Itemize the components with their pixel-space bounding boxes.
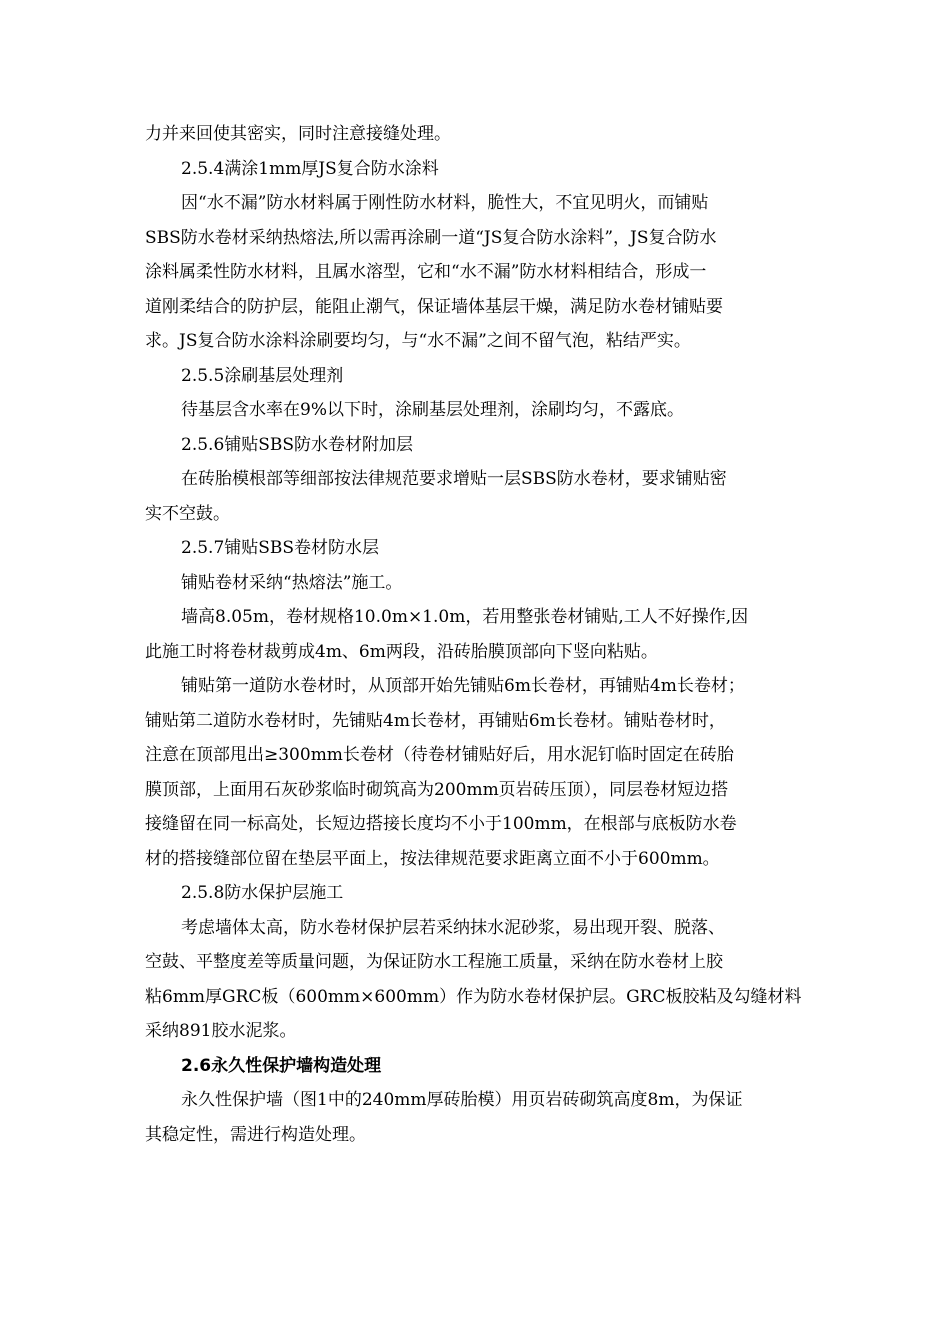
text-line: 注意在顶部甩出≥300mm长卷材（待卷材铺贴好后，用水泥钉临时固定在砖胎 — [145, 745, 734, 765]
text-line: 材的搭接缝部位留在垫层平面上，按法律规范要求距离立面不小于600mm。 — [145, 848, 720, 869]
text-line: 涂料属柔性防水材料，且属水溶型，它和“水不漏”防水材料相结合，形成一 — [145, 262, 707, 282]
text-line: 墙高8.05m，卷材规格10.0m×1.0m，若用整张卷材铺贴,工人不好操作,因 — [181, 607, 749, 627]
text-line: 采纳891胶水泥浆。 — [145, 1021, 297, 1041]
text-line: 2.5.8防水保护层施工 — [181, 883, 344, 903]
text-line: 其稳定性，需进行构造处理。 — [145, 1124, 366, 1145]
text-line: 空鼓、平整度差等质量问题，为保证防水工程施工质量，采纳在防水卷材上胶 — [145, 952, 723, 972]
text-line: 此施工时将卷材裁剪成4m、6m两段，沿砖胎膜顶部向下竖向粘贴。 — [145, 641, 658, 662]
text-line: 2.5.6铺贴SBS防水卷材附加层 — [181, 434, 414, 455]
text-line: SBS防水卷材采纳热熔法,所以需再涂刷一道“JS复合防水涂料”，JS复合防水 — [145, 227, 717, 248]
text-line: 待基层含水率在9%以下时，涂刷基层处理剂，涂刷均匀，不露底。 — [181, 400, 684, 420]
text-line: 铺贴卷材采纳“热熔法”施工。 — [181, 572, 403, 593]
text-line: 求。JS复合防水涂料涂刷要均匀，与“水不漏”之间不留气泡，粘结严实。 — [145, 331, 691, 351]
text-line: 在砖胎模根部等细部按法律规范要求增贴一层SBS防水卷材，要求铺贴密 — [181, 469, 727, 489]
text-line: 道刚柔结合的防护层，能阻止潮气，保证墙体基层干燥，满足防水卷材铺贴要 — [145, 296, 723, 317]
text-line: 铺贴第二道防水卷材时，先铺贴4m长卷材，再铺贴6m长卷材。铺贴卷材时， — [145, 710, 726, 731]
text-line: 因“水不漏”防水材料属于刚性防水材料，脆性大，不宜见明火，而铺贴 — [181, 193, 709, 213]
text-line: 永久性保护墙（图1中的240mm厚砖胎模）用页岩砖砌筑高度8m，为保证 — [181, 1090, 743, 1110]
text-line: 粘6mm厚GRC板（600mm×600mm）作为防水卷材保护层。GRC板胶粘及勾缝材料 — [145, 986, 802, 1007]
section-heading: 2.6永久性保护墙构造处理 — [181, 1055, 382, 1076]
text-line: 接缝留在同一标高处，长短边搭接长度均不小于100mm，在根部与底板防水卷 — [145, 814, 737, 834]
text-line: 膜顶部，上面用石灰砂浆临时砌筑高为200mm页岩砖压顶），同层卷材短边搭 — [145, 779, 729, 800]
text-line: 实不空鼓。 — [145, 503, 230, 524]
text-line: 考虑墙体太高，防水卷材保护层若采纳抹水泥砂浆，易出现开裂、脱落、 — [181, 917, 725, 938]
text-line: 力并来回使其密实，同时注意接缝处理。 — [145, 124, 451, 144]
text-line: 2.5.5涂刷基层处理剂 — [181, 365, 344, 386]
document-body — [145, 117, 830, 1152]
text-line: 2.5.7铺贴SBS卷材防水层 — [181, 538, 380, 558]
text-line: 铺贴第一道防水卷材时，从顶部开始先铺贴6m长卷材，再铺贴4m长卷材； — [181, 676, 745, 696]
text-line: 2.5.4满涂1mm厚JS复合防水涂料 — [181, 158, 439, 179]
